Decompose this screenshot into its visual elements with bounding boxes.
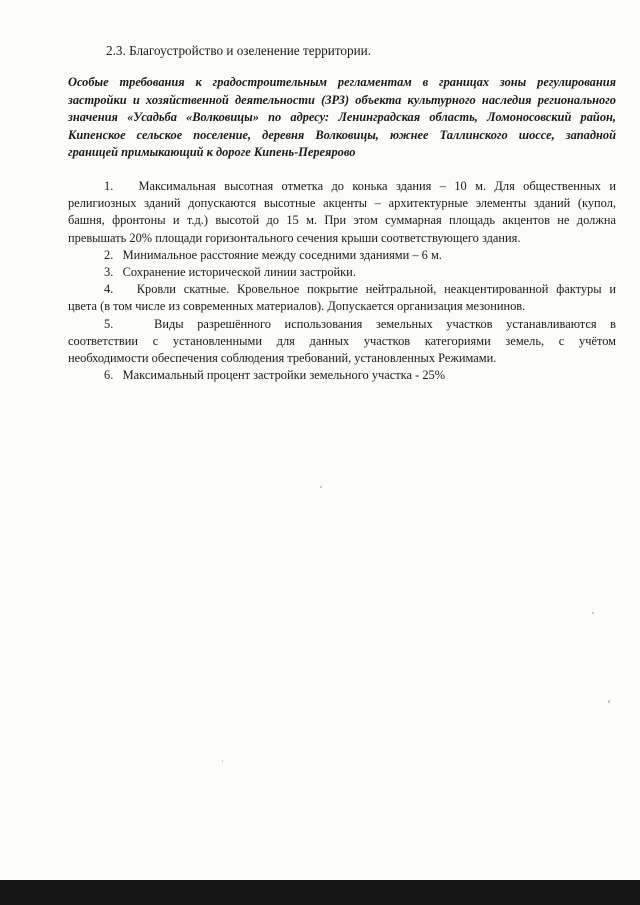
- list-item-line: соответствии с установленными для данных участков категориями земель, с учётом: [68, 333, 616, 348]
- special-requirements-line: Особые требования к градостроительным регламентам в границах зоны регулирования: [68, 75, 616, 89]
- list-item: [68, 316, 616, 368]
- scan-speck: [592, 612, 594, 614]
- list-item-number: 1.: [104, 179, 114, 193]
- list-item-line: цвета (в том числе из современных материалов). Допускается организация мезонинов.: [68, 299, 526, 314]
- list-item-line: религиозных зданий допускаются высотные акценты – архитектурные элементы зданий (купол,: [68, 196, 616, 211]
- requirements-list: [68, 178, 616, 384]
- list-item-number: 5.: [104, 316, 114, 331]
- list-item: [68, 247, 616, 264]
- list-item-first-line: [68, 316, 616, 333]
- list-item-text: Сохранение исторической линии застройки.: [122, 265, 356, 280]
- list-item-first-line: [68, 367, 616, 384]
- list-item-first-line: [68, 264, 616, 281]
- special-requirements-line: границей примыкающий к дороге Кипень-Переярово: [68, 145, 356, 159]
- special-requirements-line: значения «Усадьба «Волковицы» по адресу: Ленинградская область, Ломоносовский район,: [68, 110, 616, 124]
- list-item: [68, 264, 616, 281]
- list-item-text: Максимальная высотная отметка до конька здания – 10 м. Для общественных и: [138, 179, 616, 193]
- list-item-text: Минимальное расстояние между соседними зданиями – 6 м.: [122, 247, 442, 262]
- list-item-text: Виды разрешённого использования земельных участков устанавливаются в: [154, 316, 617, 331]
- list-item-line: необходимости обеспечения соблюдения требований, установленных Режимами.: [68, 351, 497, 366]
- list-item-number: 2.: [104, 247, 114, 262]
- list-item-line: башня, фронтоны и т.д.) высотой до 15 м. При этом суммарная площадь акцентов не должна: [68, 213, 616, 228]
- list-item-first-line: [68, 178, 616, 195]
- list-item-first-line: [68, 281, 616, 298]
- special-requirements-line: Кипенское сельское поселение, деревня Волковицы, южнее Таллинского шоссе, западной: [68, 127, 616, 142]
- list-item: [68, 178, 616, 247]
- list-item-first-line: [68, 247, 616, 264]
- list-item-line: превышать 20% площади горизонтального сечения крыши соответствующего здания.: [68, 230, 521, 245]
- list-item-text: Кровли скатные. Кровельное покрытие нейтральной, неакцентированной фактуры и: [136, 282, 617, 297]
- list-item-text: Максимальный процент застройки земельного участка - 25%: [122, 368, 446, 383]
- list-item: [68, 367, 616, 384]
- special-requirements-line: застройки и хозяйственной деятельности (ЗРЗ) объекта культурного наследия регионального: [68, 92, 616, 107]
- special-requirements-paragraph: [68, 74, 616, 162]
- scan-bottom-edge: [0, 880, 640, 905]
- scan-speck: [608, 700, 610, 703]
- section-heading: 2.3. Благоустройство и озеленение территории.: [106, 43, 372, 58]
- scan-speck: [320, 486, 322, 488]
- list-item: [68, 281, 616, 315]
- list-item-number: 3.: [104, 265, 114, 280]
- scan-speck: [222, 760, 223, 762]
- list-item-number: 4.: [104, 282, 114, 297]
- list-item-number: 6.: [104, 368, 114, 383]
